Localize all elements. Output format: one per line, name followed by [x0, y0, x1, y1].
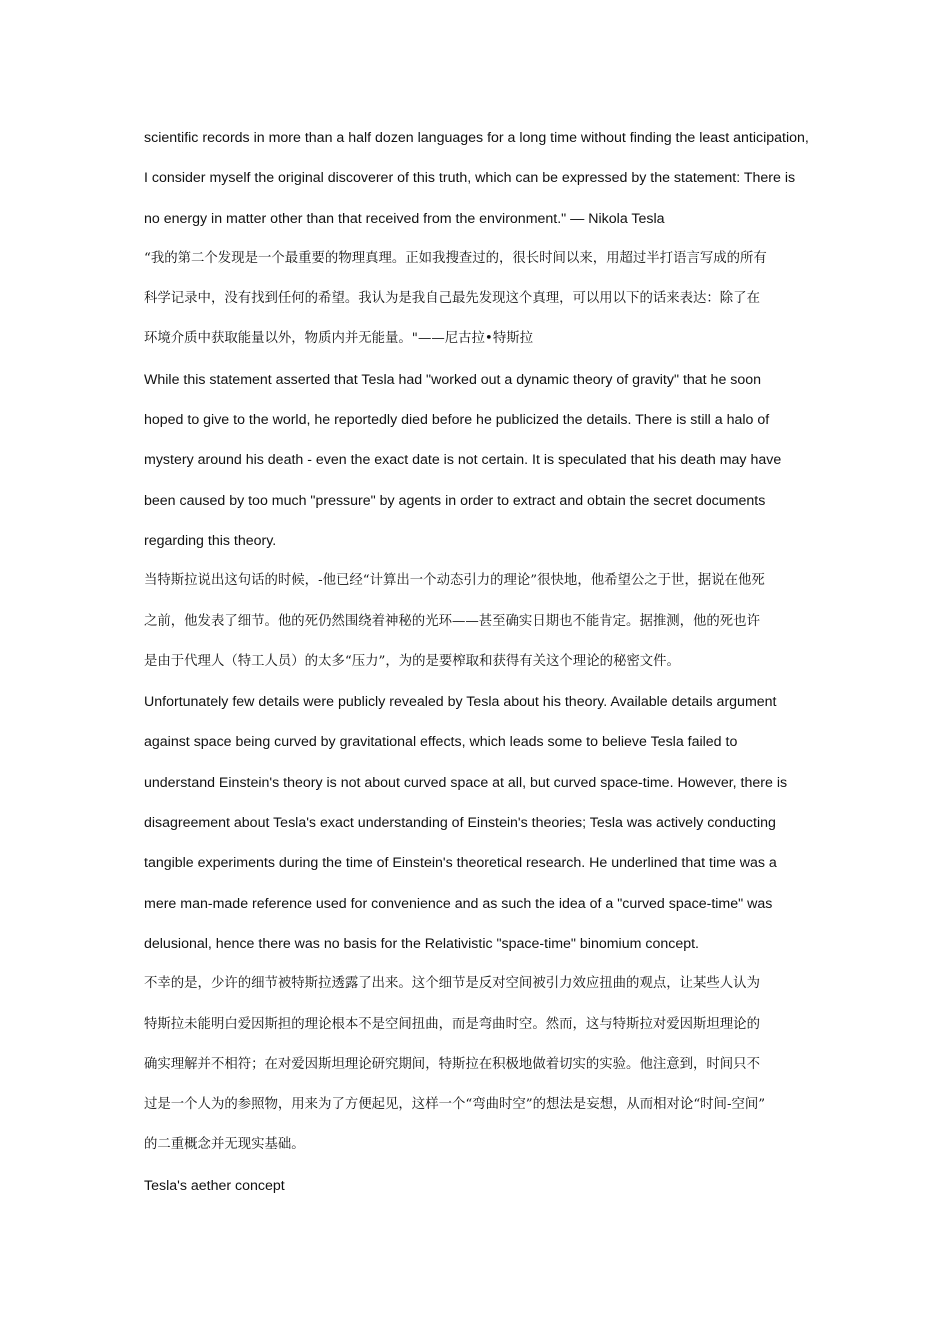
text-line: 环境介质中获取能量以外，物质内并无能量。"——尼古拉•特斯拉 [144, 331, 533, 347]
text-line: 不幸的是，少许的细节被特斯拉透露了出来。这个细节是反对空间被引力效应扭曲的观点，让某些人认为 [144, 976, 760, 992]
text-line: 科学记录中，没有找到任何的希望。我认为是我自己最先发现这个真理，可以用以下的话来表达：除了在 [144, 291, 760, 307]
text-line: regarding this theory. [144, 532, 277, 549]
section-heading: Tesla's aether concept [144, 1177, 285, 1194]
text-line: 过是一个人为的参照物，用来为了方便起见，这样一个“弯曲时空”的想法是妄想，从而相对论“时间-空间” [144, 1097, 766, 1113]
text-line: against space being curved by gravitational effects, which leads some to believe Tesla failed to [144, 734, 738, 751]
text-line: tangible experiments during the time of Einstein's theoretical research. He underlined that time was a [144, 855, 777, 872]
text-line: understand Einstein's theory is not about curved space at all, but curved space-time. However, there is [144, 774, 788, 791]
text-line: hoped to give to the world, he reportedly died before he publicized the details. There is still a halo of [144, 412, 770, 429]
text-line: 特斯拉未能明白爱因斯担的理论根本不是空间扭曲，而是弯曲时空。然而，这与特斯拉对爱因斯坦理论的 [144, 1016, 760, 1032]
document-body [144, 126, 816, 1214]
text-line: 之前，他发表了细节。他的死仍然围绕着神秘的光环——甚至确实日期也不能肯定。据推测，他的死也许 [144, 613, 760, 629]
text-line: scientific records in more than a half dozen languages for a long time without finding the least anticipation, [144, 130, 809, 146]
text-line: “我的第二个发现是一个最重要的物理真理。正如我搜查过的，很长时间以来，用超过半打语言写成的所有 [144, 250, 767, 266]
text-line: delusional, hence there was no basis for the Relativistic "space-time" binomium concept. [144, 935, 699, 952]
text-line: no energy in matter other than that received from the environment." — Nikola Tesla [144, 210, 665, 227]
text-line: 是由于代理人（特工人员）的太多“压力”，为的是要榨取和获得有关这个理论的秘密文件。 [144, 653, 680, 669]
text-line: Unfortunately few details were publicly revealed by Tesla about his theory. Available details argument [144, 694, 777, 711]
text-line: While this statement asserted that Tesla had "worked out a dynamic theory of gravity" that he soon [144, 371, 762, 388]
text-line: been caused by too much "pressure" by agents in order to extract and obtain the secret documents [144, 492, 766, 509]
text-line: disagreement about Tesla's exact understanding of Einstein's theories; Tesla was actively conducting [144, 815, 776, 832]
text-line: 当特斯拉说出这句话的时候，-他已经“计算出一个动态引力的理论”很快地，他希望公之于世，据说在他死 [144, 573, 765, 589]
text-line: I consider myself the original discoverer of this truth, which can be expressed by the statement: There is [144, 170, 796, 187]
text-line: mystery around his death - even the exact date is not certain. It is speculated that his death may have [144, 452, 782, 469]
text-line: mere man-made reference used for convenience and as such the idea of a "curved space-time" was [144, 895, 773, 912]
text-line: 确实理解并不相符；在对爱因斯坦理论研究期间，特斯拉在积极地做着切实的实验。他注意到，时间只不 [144, 1056, 760, 1072]
text-line: 的二重概念并无现实基础。 [144, 1137, 305, 1153]
